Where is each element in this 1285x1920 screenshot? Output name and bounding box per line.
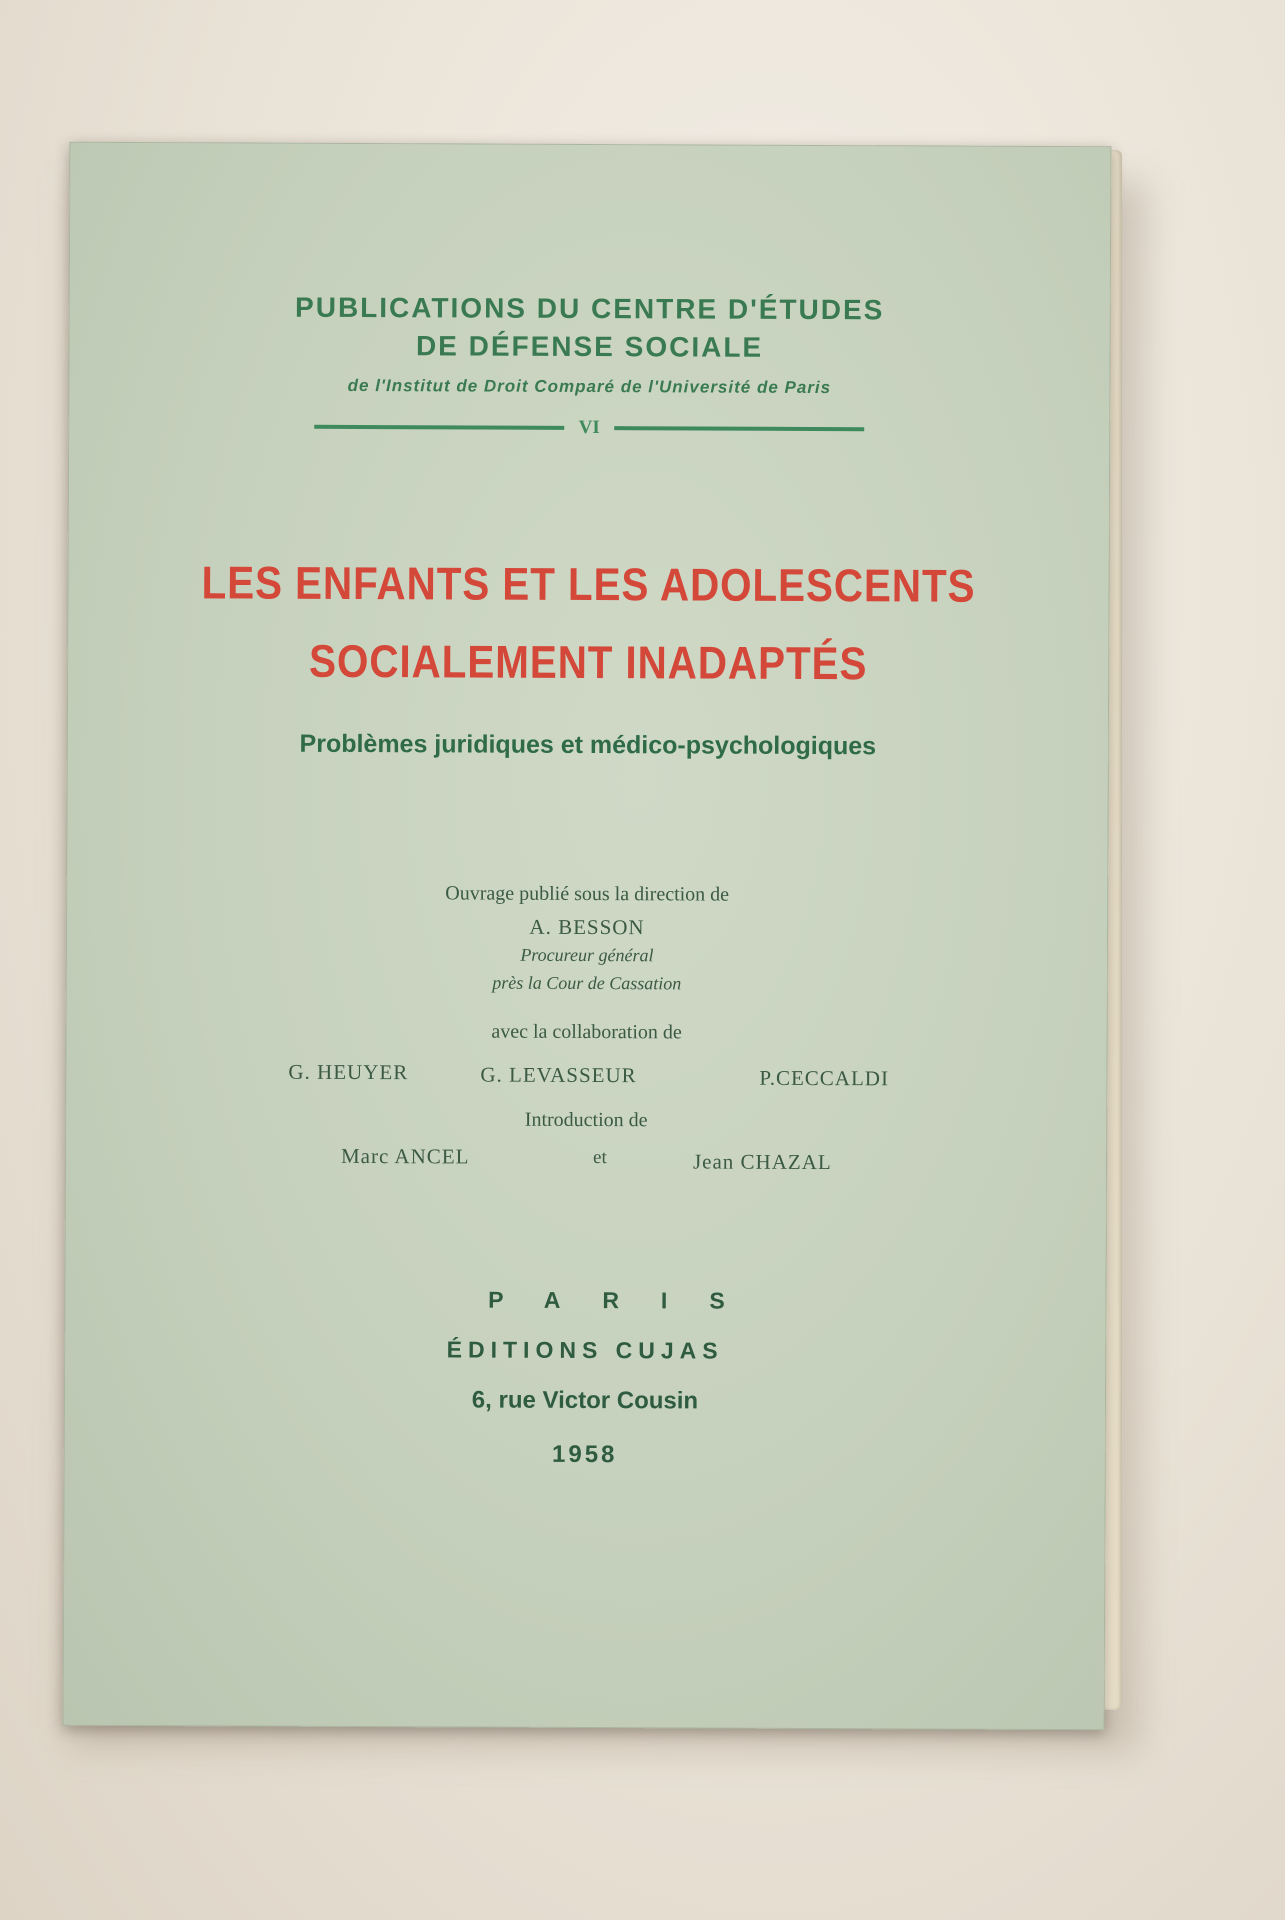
editor-name: A. BESSON <box>529 914 645 940</box>
series-institute: de l'Institut de Droit Comparé de l'Université de Paris <box>347 375 832 398</box>
book-subtitle: Problèmes juridiques et médico-psychologiques <box>299 729 877 761</box>
collaborator-levasseur: G. LEVASSEUR <box>480 1062 637 1088</box>
divider-left <box>315 425 565 430</box>
collaboration-note: avec la collaboration de <box>491 1020 682 1044</box>
book-title-line1: LES ENFANTS ET LES ADOLESCENTS <box>201 556 976 612</box>
editor-role-line1: Procureur général <box>520 944 654 966</box>
divider-right <box>614 426 864 431</box>
volume-number: VI <box>578 416 600 439</box>
intro-author-ancel: Marc ANCEL <box>340 1143 470 1169</box>
publisher-name: ÉDITIONS CUJAS <box>446 1336 724 1364</box>
publisher-address: 6, rue Victor Cousin <box>471 1386 699 1415</box>
book-cover <box>63 142 1112 1731</box>
collaborator-ceccaldi: P.CECCALDI <box>759 1065 890 1091</box>
direction-note: Ouvrage publié sous la direction de <box>445 882 730 906</box>
series-title-line2: DE DÉFENSE SOCIALE <box>415 330 764 363</box>
book-title-line2: SOCIALEMENT INADAPTÉS <box>308 634 868 690</box>
publication-year: 1958 <box>551 1440 618 1469</box>
intro-joiner: et <box>592 1147 607 1169</box>
collaborator-heuyer: G. HEUYER <box>288 1059 409 1085</box>
publication-city: PARIS <box>488 1286 767 1314</box>
intro-author-chazal: Jean CHAZAL <box>692 1149 832 1175</box>
series-title-line1: PUBLICATIONS DU CENTRE D'ÉTUDES <box>295 291 885 326</box>
editor-role-line2: près la Cour de Cassation <box>492 972 682 994</box>
volume-divider <box>69 415 1109 442</box>
introduction-note: Introduction de <box>524 1108 648 1132</box>
